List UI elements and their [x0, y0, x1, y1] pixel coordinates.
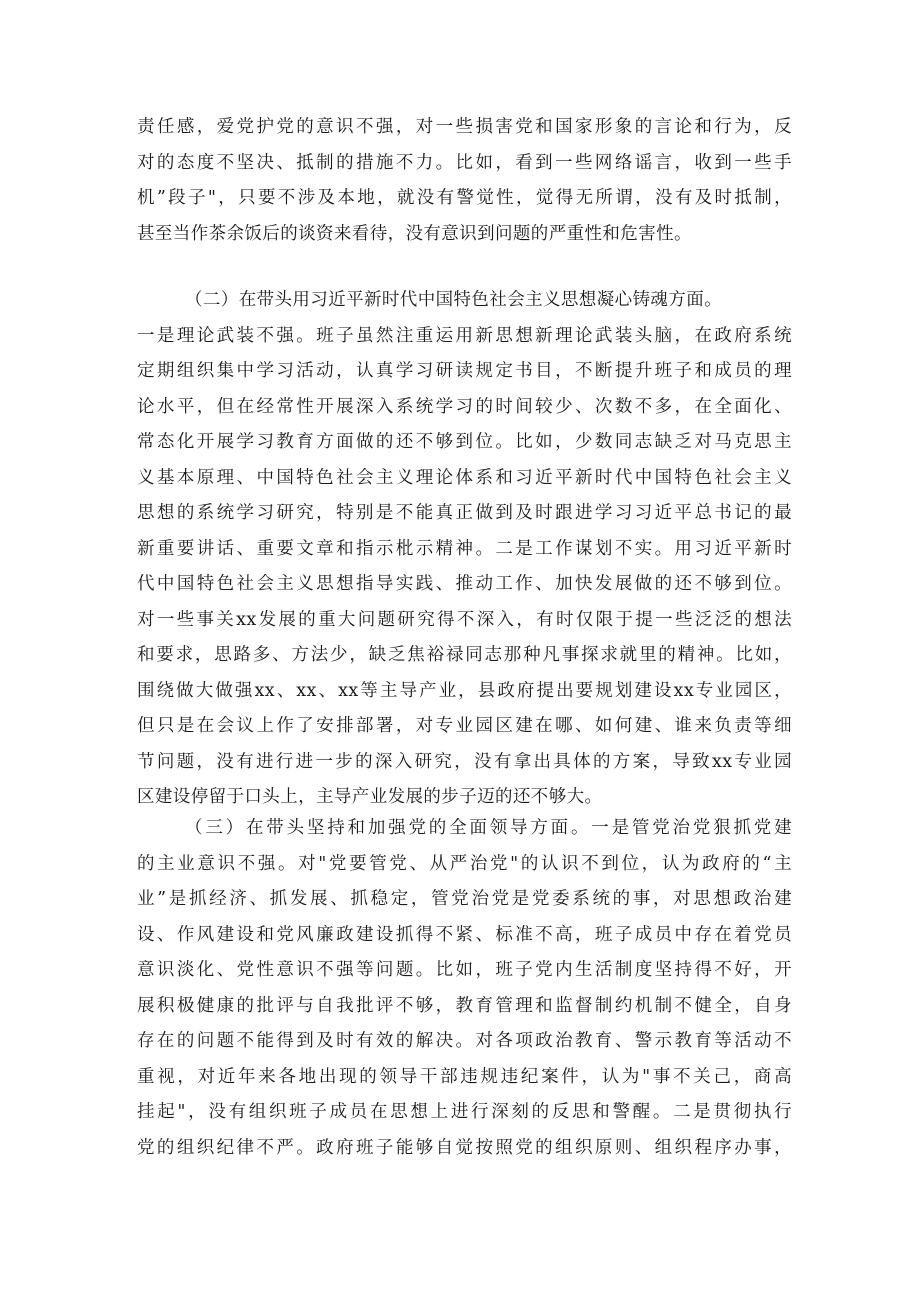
- paragraph-2: [137, 283, 792, 816]
- text-line: 业”是抓经济、抓发展、抓稳定，管党治党是党委系统的事，对思想政治建: [137, 889, 792, 909]
- text-line: 责任感，爱党护党的意识不强，对一些损害党和国家形象的言论和行为，反: [137, 117, 792, 137]
- section-heading-line: （二）在带头用习近平新时代中国特色社会主义思想凝心铸魂方面。: [185, 290, 722, 310]
- text-line: 区建设停留于口头上，主导产业发展的步子迈的还不够大。: [137, 787, 603, 807]
- text-line: 代中国特色社会主义思想指导实践、推动工作、加快发展做的还不够到位。: [137, 574, 792, 594]
- text-line: 围绕做大做强xx、xx、xx等主导产业，县政府提出要规划建设xx专业园区，: [137, 680, 792, 701]
- text-line: 存在的问题不能得到及时有效的解决。对各项政治教育、警示教育等活动不: [137, 1031, 792, 1051]
- text-line: 对的态度不坚决、抵制的措施不力。比如，看到一些网络谣言，收到一些手: [137, 152, 792, 173]
- text-line: 义基本原理、中国特色社会主义理论体系和习近平新时代中国特色社会主义: [137, 467, 792, 488]
- text-line: 展积极健康的批评与自我批评不够，教育管理和监督制约机制不健全，自身: [137, 995, 792, 1016]
- text-line: 党的组织纪律不严。政府班子能够自觉按照党的组织原则、组织程序办事，: [137, 1137, 792, 1158]
- text-line: 机”段子"，只要不涉及本地，就没有警觉性，觉得无所谓，没有及时抵制，: [137, 188, 792, 208]
- text-line: 甚至当作茶余饭后的谈资来看待，没有意识到问题的严重性和危害性。: [137, 223, 692, 244]
- text-line: 一是理论武装不强。班子虽然注重运用新思想新理论武装头脑，在政府系统: [137, 325, 792, 346]
- text-line: 定期组织集中学习活动，认真学习研读规定书目，不断提升班子和成员的理: [137, 361, 792, 381]
- section-heading-line: （三）在带头坚持和加强党的全面领导方面。一是管党治党狠抓党建: [185, 818, 792, 838]
- paragraph-1: [137, 110, 792, 252]
- text-line: 意识淡化、党性意识不强等问题。比如，班子党内生活制度坚持得不好，开: [137, 960, 792, 980]
- text-line: 常态化开展学习教育方面做的还不够到位。比如，少数同志缺乏对马克思主: [137, 432, 792, 452]
- text-line: 但只是在会议上作了安排部署，对专业园区建在哪、如何建、谁来负责等细: [137, 716, 792, 736]
- text-line: 新重要讲话、重要文章和指示枇示精神。二是工作谋划不实。用习近平新时: [137, 538, 792, 559]
- text-line: 和要求，思路多、方法少，缺乏焦裕禄同志那种凡事探求就里的精神。比如，: [137, 645, 792, 665]
- text-line: 挂起"，没有组织班子成员在思想上进行深刻的反思和警醒。二是贯彻执行: [137, 1102, 792, 1122]
- text-line: 节问题，没有进行进一步的深入研究，没有拿出具体的方案，导致xx专业园: [137, 751, 792, 772]
- text-line: 论水平，但在经常性开展深入系统学习的时间较少、次数不多，在全面化、: [137, 396, 792, 417]
- text-line: 对一些事关xx发展的重大问题研究得不深入，有时仅限于提一些泛泛的想法: [137, 609, 792, 630]
- text-line: 重视，对近年来各地出现的领导干部违规违纪案件，认为"事不关己，商高: [137, 1066, 792, 1087]
- text-line: 思想的系统学习研究，特别是不能真正做到及时跟进学习习近平总书记的最: [137, 503, 792, 523]
- paragraph-3: [137, 811, 792, 1166]
- text-line: 设、作风建设和党风廉政建设抓得不紧、标准不高，班子成员中存在着党员: [137, 924, 792, 945]
- text-line: 的主业意识不强。对"党要管党、从严治党"的认识不到位，认为政府的“主: [137, 853, 792, 874]
